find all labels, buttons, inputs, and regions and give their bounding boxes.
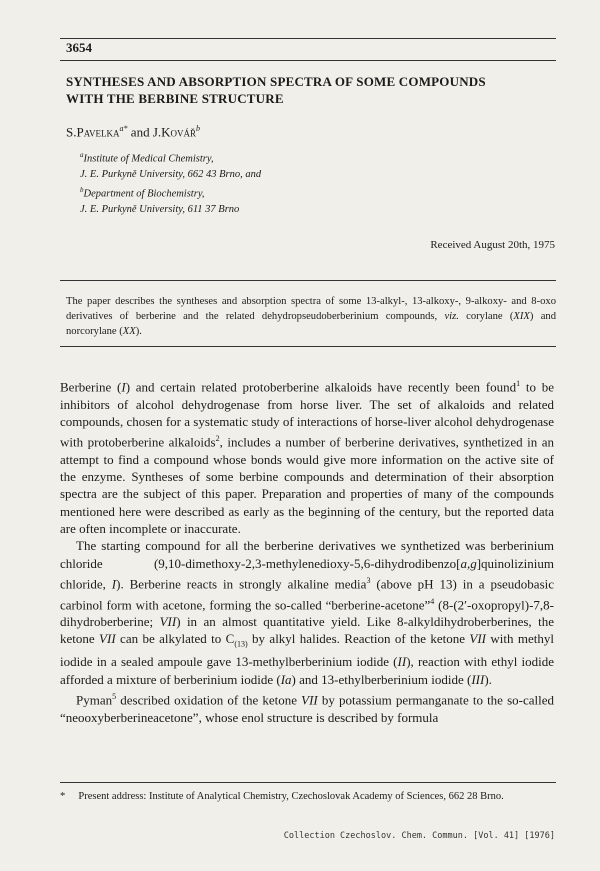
text: The starting compound for all the berberine derivatives we synthetized was berberinium chloride (9,10-dimethoxy-2,3-methylenedioxy-5,6-dihydrodibenzo[ [60, 538, 554, 571]
author-1: S.Pavelka [66, 124, 120, 140]
author-1-marks: a* [119, 124, 128, 133]
compound-ref: XIX [513, 311, 530, 322]
carbon-position: (13) [234, 640, 248, 650]
affiliation-text: Department of Biochemistry, [83, 188, 205, 199]
article-body [60, 375, 554, 726]
affiliation-mark: a [80, 151, 84, 159]
title-line-1: SYNTHESES AND ABSORPTION SPECTRA OF SOME COMPOUNDS [66, 74, 486, 89]
received-date: Received August 20th, 1975 [430, 239, 555, 251]
affiliation-line [80, 148, 261, 167]
text: described oxidation of the ketone [116, 692, 302, 708]
text: ]quinolizinium chloride, [60, 555, 554, 592]
reference-mark: 1 [516, 379, 521, 388]
abstract-rule-bottom [60, 346, 556, 347]
footnote: * Present address: Institute of Analytical Chemistry, Czechoslovak Academy of Sciences, 662 28 Brno. [60, 791, 504, 802]
compound-ref: VII [301, 692, 318, 708]
author-conjunction: and [127, 124, 153, 140]
text: Pyman [76, 692, 113, 708]
paragraph-1 [60, 375, 554, 537]
text: to be inhibitors of alcohol dehydrogenase from horse liver. The set of alkaloids and related compounds, chosen for a systematic study of interactions of horse-liver alcohol dehydrogenase with protoberberine alkaloids [60, 379, 554, 450]
compound-ref: I [121, 379, 126, 395]
affiliations [80, 148, 261, 217]
abstract-text: corylane ( [458, 311, 514, 322]
text: (8-(2′-oxopropyl)-7,8-dihydroberberine; [60, 596, 554, 630]
author-2-marks: b [196, 124, 201, 133]
text: ). [484, 671, 492, 687]
abstract-viz: viz. [444, 311, 459, 322]
reference-mark: 3 [366, 575, 371, 585]
page-number: 3654 [66, 40, 92, 55]
text: can be alkylated to C [115, 631, 235, 647]
text: ) and 13-ethylberberinium iodide ( [291, 671, 472, 687]
reference-mark: 2 [215, 434, 220, 444]
author-line [66, 124, 200, 140]
title-line-2: WITH THE BERBINE STRUCTURE [66, 91, 284, 106]
affiliation-text: J. E. Purkyně University, 662 43 Brno, and [80, 169, 262, 180]
affiliation-text: Institute of Medical Chemistry, [83, 153, 214, 165]
affiliation-line [80, 183, 261, 202]
affiliation-line [80, 167, 261, 183]
paragraph-3 [60, 688, 554, 726]
text: with methyl iodide in a sealed ampoule gave 13-methylberberinium iodide ( [60, 631, 554, 670]
compound-ref: II [397, 654, 407, 670]
text: , includes a number of berberine derivatives, synthetized in an attempt to find a compound whose bonds would give more information on the active site of the enzyme. Syntheses of some berbine compounds and determination of their absorption spectra are the subject of this paper. Preparation and properties of many of the compounds mentioned here were described as early as the beginning of the century, but the reported data are often incomplete or inaccurate. [60, 434, 554, 537]
journal-footer: Collection Czechoslov. Chem. Commun. [Vol. 41] [1976] [283, 831, 555, 841]
abstract-text: ) and norcorylane ( [66, 311, 556, 337]
ring-locants: a,g [460, 555, 477, 571]
compound-ref: VII [99, 631, 116, 647]
affiliation-text: J. E. Purkyně University, 611 37 Brno [80, 203, 240, 215]
paragraph-2 [60, 537, 554, 688]
header-rule-bottom [60, 60, 556, 61]
text: ), reaction with ethyl iodide afforded a mixture of berberinium iodide ( [60, 654, 555, 687]
text: by alkyl halides. Reaction of the ketone [247, 631, 470, 647]
compound-ref: VII [159, 614, 177, 630]
author-2: J.Kovář [152, 124, 197, 140]
text: by potassium permanganate to the so-called “neooxyberberineacetone”, whose enol structure is described by formula [60, 692, 554, 725]
abstract-text: The paper describes the syntheses and absorption spectra of some 13-alkyl-, 13-alkoxy-, 9-alkoxy- and 8-oxo derivatives of berberine and the related dehydropseudoberberinium compounds, [66, 296, 556, 322]
text: ) in an almost quantitative yield. Like 8-alkyldihydroberberines, the ketone [60, 614, 554, 647]
abstract-rule-top [60, 280, 556, 281]
compound-ref: VII [469, 631, 486, 647]
reference-mark: 5 [112, 691, 117, 701]
abstract-text: ). [135, 326, 142, 337]
article-title [66, 73, 556, 107]
abstract [66, 294, 556, 339]
text: ) and certain related protoberberine alkaloids have recently been found [125, 379, 517, 395]
compound-ref: Ia [280, 671, 292, 687]
affiliation-mark: b [80, 185, 84, 194]
reference-mark: 4 [430, 596, 435, 606]
header-rule-top [60, 38, 556, 39]
footnote-rule [60, 782, 556, 783]
compound-ref: I [111, 576, 117, 592]
compound-ref: III [471, 671, 485, 687]
text: Berberine ( [60, 379, 122, 395]
affiliation-line [80, 202, 261, 218]
text: (above pH 13) in a pseudobasic carbinol form with acetone, forming the so-called “berberine-acetone” [60, 576, 555, 612]
text: ). Berberine reacts in strongly alkaline media [116, 576, 367, 592]
compound-ref: XX [122, 326, 136, 337]
